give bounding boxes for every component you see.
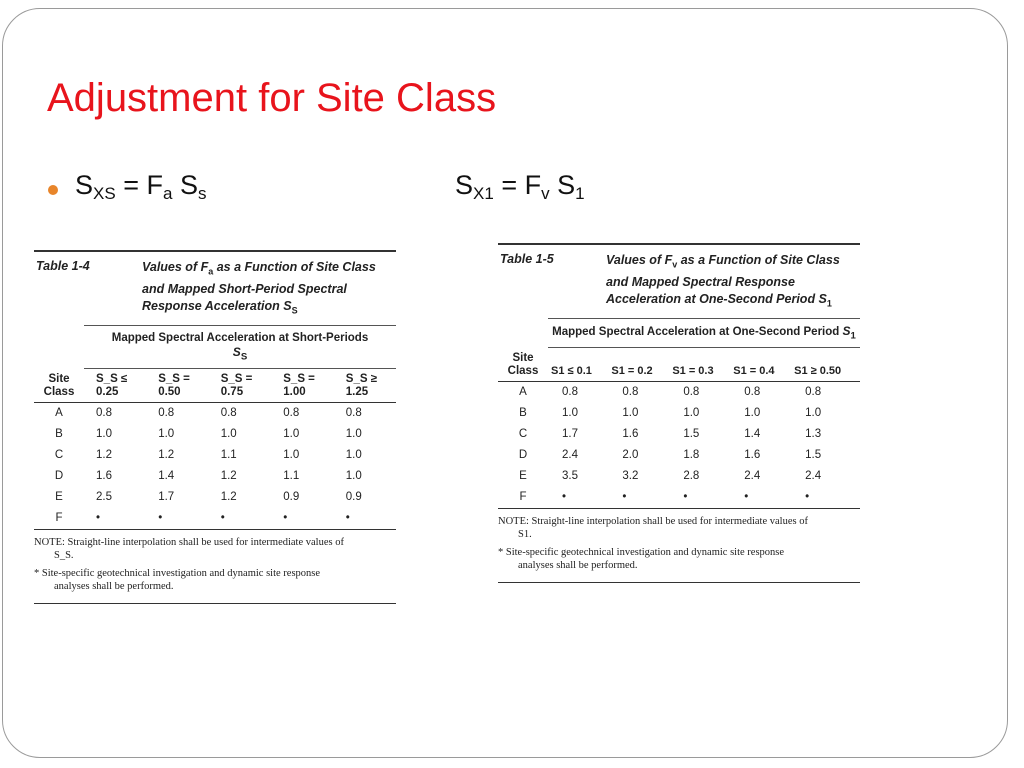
table-row	[498, 487, 860, 509]
value-cell: 0.8	[683, 386, 700, 399]
site-class-cell: E	[55, 491, 63, 504]
value-cell: 1.2	[220, 470, 237, 483]
value-cell: 0.9	[345, 491, 362, 504]
site-class-cell: F	[34, 508, 84, 530]
value-cell: 1.2	[96, 449, 112, 462]
table-notes	[498, 509, 860, 583]
value-cell: 1.7	[562, 428, 578, 441]
site-class-cell: B	[55, 428, 63, 441]
value-cell: 1.0	[622, 407, 639, 420]
value-cell: 0.8	[562, 386, 578, 399]
value-cell: 1.0	[283, 449, 300, 462]
value-cell: 1.0	[744, 407, 761, 420]
mapped-acceleration-header: Mapped Spectral Acceleration at Short-Periods $S_S$	[84, 325, 396, 369]
site-class-cell: B	[519, 407, 527, 420]
value-cell: 1.0	[96, 428, 112, 441]
table-1-5	[498, 243, 860, 583]
column-header: S1 = 0.3	[669, 348, 730, 382]
site-class-cell: E	[519, 470, 527, 483]
value-cell: 1.0	[562, 407, 578, 420]
site-class-cell: A	[55, 407, 63, 420]
table-row	[34, 508, 396, 530]
value-cell: •	[271, 508, 334, 530]
site-class-cell: D	[518, 449, 528, 462]
value-cell: •	[730, 487, 791, 509]
table-row	[34, 403, 396, 425]
table-row	[34, 487, 396, 508]
value-cell: 1.0	[345, 428, 362, 441]
value-cell: 3.2	[622, 470, 639, 483]
value-cell: 1.0	[805, 407, 822, 420]
column-header: S_S = 0.50	[146, 369, 209, 403]
column-header: S_S ≤ 0.25	[84, 369, 146, 403]
value-cell: 1.2	[220, 491, 237, 504]
mapped-acceleration-header: Mapped Spectral Acceleration at One-Second Period $S_1$	[548, 318, 860, 348]
value-cell: 1.0	[345, 449, 362, 462]
value-cell: •	[84, 508, 146, 530]
table-row	[34, 445, 396, 466]
value-cell: 2.0	[622, 449, 639, 462]
table-row	[498, 466, 860, 487]
value-cell: 1.8	[683, 449, 700, 462]
table-row	[498, 424, 860, 445]
value-cell: •	[548, 487, 608, 509]
column-header: S_S = 1.00	[271, 369, 334, 403]
value-cell: 0.8	[96, 407, 112, 420]
value-cell: 0.8	[158, 407, 175, 420]
value-cell: •	[209, 508, 272, 530]
value-cell: 0.8	[805, 386, 822, 399]
value-cell: 3.5	[562, 470, 578, 483]
value-cell: 0.8	[283, 407, 300, 420]
column-header: S1 ≥ 0.50	[791, 348, 860, 382]
value-cell: 1.0	[283, 428, 300, 441]
value-cell: 0.8	[622, 386, 639, 399]
value-cell: 1.7	[158, 491, 175, 504]
value-cell: 2.5	[96, 491, 112, 504]
footnote-text: analyses shall be performed.	[54, 580, 174, 592]
value-cell: 0.8	[345, 407, 362, 420]
value-cell: 1.0	[683, 407, 700, 420]
table-number: Table 1-5	[500, 252, 554, 266]
bullet-item	[48, 170, 668, 214]
value-cell: 1.6	[622, 428, 639, 441]
column-header: S_S = 0.75	[209, 369, 272, 403]
value-cell: •	[608, 487, 669, 509]
table-row	[34, 466, 396, 487]
value-cell: 1.5	[805, 449, 822, 462]
data-table	[34, 369, 396, 530]
value-cell: •	[146, 508, 209, 530]
table-caption: Values of $F_a$ as a Function of Site Class and Mapped Short-Period Spectral Response Acceleration $S_S$	[142, 260, 376, 315]
footnote-text: * Site-specific geotechnical investigation and dynamic site response	[498, 547, 785, 559]
table-row	[498, 403, 860, 424]
table-row	[498, 445, 860, 466]
site-class-header: Site Class	[34, 369, 84, 403]
note-text: NOTE: Straight-line interpolation shall be used for intermediate values of	[498, 516, 808, 528]
table-notes	[34, 530, 396, 604]
value-cell: 1.1	[283, 470, 300, 483]
value-cell: 1.2	[158, 449, 175, 462]
value-cell: 1.1	[220, 449, 237, 462]
value-cell: 0.9	[283, 491, 300, 504]
formula-sxs: $S_{XS} = F_a$ $S_s$	[75, 170, 207, 203]
column-header: S1 = 0.4	[730, 348, 791, 382]
table-1-4	[34, 250, 396, 604]
column-header: S1 = 0.2	[608, 348, 669, 382]
column-header: S_S ≥ 1.25	[334, 369, 396, 403]
value-cell: 0.8	[744, 386, 761, 399]
table-header-row	[34, 369, 396, 403]
table-row	[498, 382, 860, 404]
value-cell: 1.6	[744, 449, 761, 462]
value-cell: 2.4	[805, 470, 822, 483]
site-class-cell: D	[54, 470, 64, 483]
data-table	[498, 348, 860, 509]
site-class-cell: F	[498, 487, 548, 509]
note-text: S1.	[518, 528, 532, 540]
site-class-cell: A	[519, 386, 527, 399]
site-class-cell: C	[518, 428, 528, 441]
value-cell: 1.3	[805, 428, 822, 441]
column-header: S1 ≤ 0.1	[548, 348, 608, 382]
value-cell: 1.0	[220, 428, 237, 441]
bullet-dot-icon	[48, 185, 58, 195]
footnote-text: * Site-specific geotechnical investigation and dynamic site response	[34, 568, 321, 580]
value-cell: 1.5	[683, 428, 700, 441]
note-text: S_S.	[54, 549, 74, 561]
formula-sx1: $S_{X1} = F_v$ $S_1$	[455, 170, 585, 203]
value-cell: 1.4	[158, 470, 175, 483]
value-cell: •	[669, 487, 730, 509]
slide-title: Adjustment for Site Class	[47, 76, 497, 120]
value-cell: 1.0	[158, 428, 175, 441]
site-class-header: Site Class	[498, 348, 548, 382]
footnote-text: analyses shall be performed.	[518, 559, 638, 571]
site-class-cell: C	[54, 449, 64, 462]
value-cell: 2.8	[683, 470, 700, 483]
table-caption: Values of $F_v$ as a Function of Site Class and Mapped Spectral Response Acceleration at One-Second Period $S_1$	[606, 253, 840, 308]
note-text: NOTE: Straight-line interpolation shall be used for intermediate values of	[34, 537, 344, 549]
value-cell: •	[334, 508, 396, 530]
table-row	[34, 424, 396, 445]
value-cell: 1.0	[345, 470, 362, 483]
value-cell: 2.4	[744, 470, 761, 483]
table-header-row	[498, 348, 860, 382]
value-cell: 1.6	[96, 470, 112, 483]
value-cell: 0.8	[220, 407, 237, 420]
value-cell: 1.4	[744, 428, 761, 441]
value-cell: •	[791, 487, 860, 509]
value-cell: 2.4	[562, 449, 578, 462]
table-number: Table 1-4	[36, 259, 90, 273]
